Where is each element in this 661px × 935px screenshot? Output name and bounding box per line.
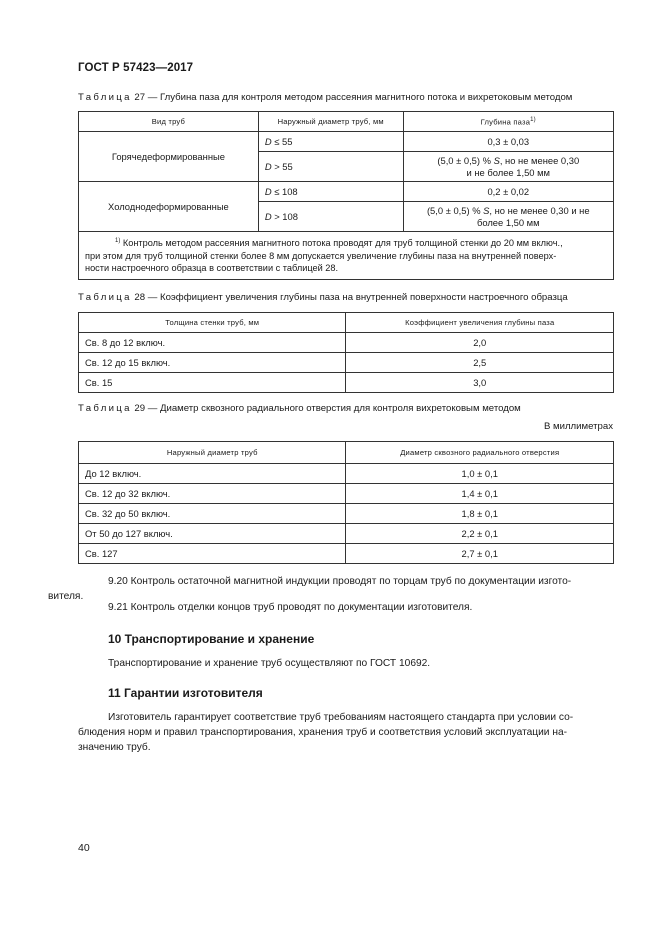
- paragraph-9-21: 9.21 Контроль отделки концов труб проводят по документации изготовителя.: [108, 602, 473, 613]
- table29-header-row: [79, 442, 614, 464]
- table-row: До 12 включ. 1,0 ± 0,1: [79, 464, 614, 484]
- table28-col-thickness: Толщина стенки труб, мм: [79, 313, 346, 333]
- table27-depth: 0,3 ± 0,03: [403, 132, 613, 152]
- section-10-title: 10 Транспортирование и хранение: [108, 632, 315, 646]
- table27: [78, 111, 614, 280]
- table28-header-row: [79, 313, 614, 333]
- table29-col-diameter: Наружный диаметр труб: [79, 442, 346, 464]
- table-row: Св. 12 до 15 включ. 2,5: [79, 353, 614, 373]
- table27-col-type: Вид труб: [79, 112, 259, 132]
- table29: [78, 441, 614, 564]
- page-number: 40: [78, 842, 90, 854]
- table28: [78, 312, 614, 393]
- table29-unit: В миллиметрах: [543, 421, 613, 432]
- table27-diameter: D ≤ 55: [258, 132, 403, 152]
- table27-type-hot: Горячедеформированные: [79, 132, 259, 182]
- table27-diameter: D > 55: [258, 152, 403, 182]
- table-row: Св. 15 3,0: [79, 373, 614, 393]
- table27-footnote: $^{1)}$ Контроль методом рассеяния магнитного потока проводят для труб толщиной стенки до 20 мм включ., при этом для труб толщиной стенки более 8 мм допускается увеличение глубины паза на внутренней поверх- ности настроечного образца в соответствии с таблицей 28.: [79, 232, 614, 280]
- table27-diameter: D > 108: [258, 202, 403, 232]
- table-row: Св. 127 2,7 ± 0,1: [79, 544, 614, 564]
- table-row: Св. 12 до 32 включ. 1,4 ± 0,1: [79, 484, 614, 504]
- table27-header-row: [79, 112, 614, 132]
- table-row: [79, 132, 614, 152]
- section-10-text: Транспортирование и хранение труб осуществляют по ГОСТ 10692.: [108, 658, 431, 669]
- table29-col-hole: Диаметр сквозного радиального отверстия: [346, 442, 614, 464]
- table-row: Св. 8 до 12 включ. 2,0: [79, 333, 614, 353]
- table27-type-cold: Холоднодеформированные: [79, 182, 259, 232]
- table27-diameter: D ≤ 108: [258, 182, 403, 202]
- table-row: Св. 32 до 50 включ. 1,8 ± 0,1: [79, 504, 614, 524]
- table-row: От 50 до 127 включ. 2,2 ± 0,1: [79, 524, 614, 544]
- table27-depth: 0,2 ± 0,02: [403, 182, 613, 202]
- document-header: ГОСТ Р 57423—2017: [78, 62, 194, 74]
- table29-caption: Таблица 29 — Диаметр сквозного радиального отверстия для контроля вихретоковым методом: [78, 403, 521, 414]
- table27-caption: Таблица 27 — Глубина паза для контроля методом рассеяния магнитного потока и вихретоковым методом: [78, 92, 573, 103]
- section-11-text: Изготовитель гарантирует соответствие труб требованиям настоящего стандарта при условии со- блюдения норм и правил транспортирования, хранения труб и соответствия условий эксплуатации на- значению труб.: [78, 712, 574, 753]
- table27-footnote-row: [79, 232, 614, 280]
- table27-depth: (5,0 ± 0,5) % S, но не менее 0,30 и не более 1,50 мм: [403, 202, 613, 232]
- table27-col-depth: Глубина паза$^{1)}$: [403, 112, 613, 132]
- paragraph-9-20: 9.20 Контроль остаточной магнитной индукции проводят по торцам труб по документации изгото- вителя.: [48, 576, 572, 602]
- table28-col-coefficient: Коэффициент увеличения глубины паза: [346, 313, 614, 333]
- table28-caption: Таблица 28 — Коэффициент увеличения глубины паза на внутренней поверхности настроечного образца: [78, 292, 568, 303]
- section-11-title: 11 Гарантии изготовителя: [108, 686, 263, 700]
- table27-col-diameter: Наружный диаметр труб, мм: [258, 112, 403, 132]
- table27-depth: (5,0 ± 0,5) % S, но не менее 0,30 и не более 1,50 мм: [403, 152, 613, 182]
- table-row: [79, 182, 614, 202]
